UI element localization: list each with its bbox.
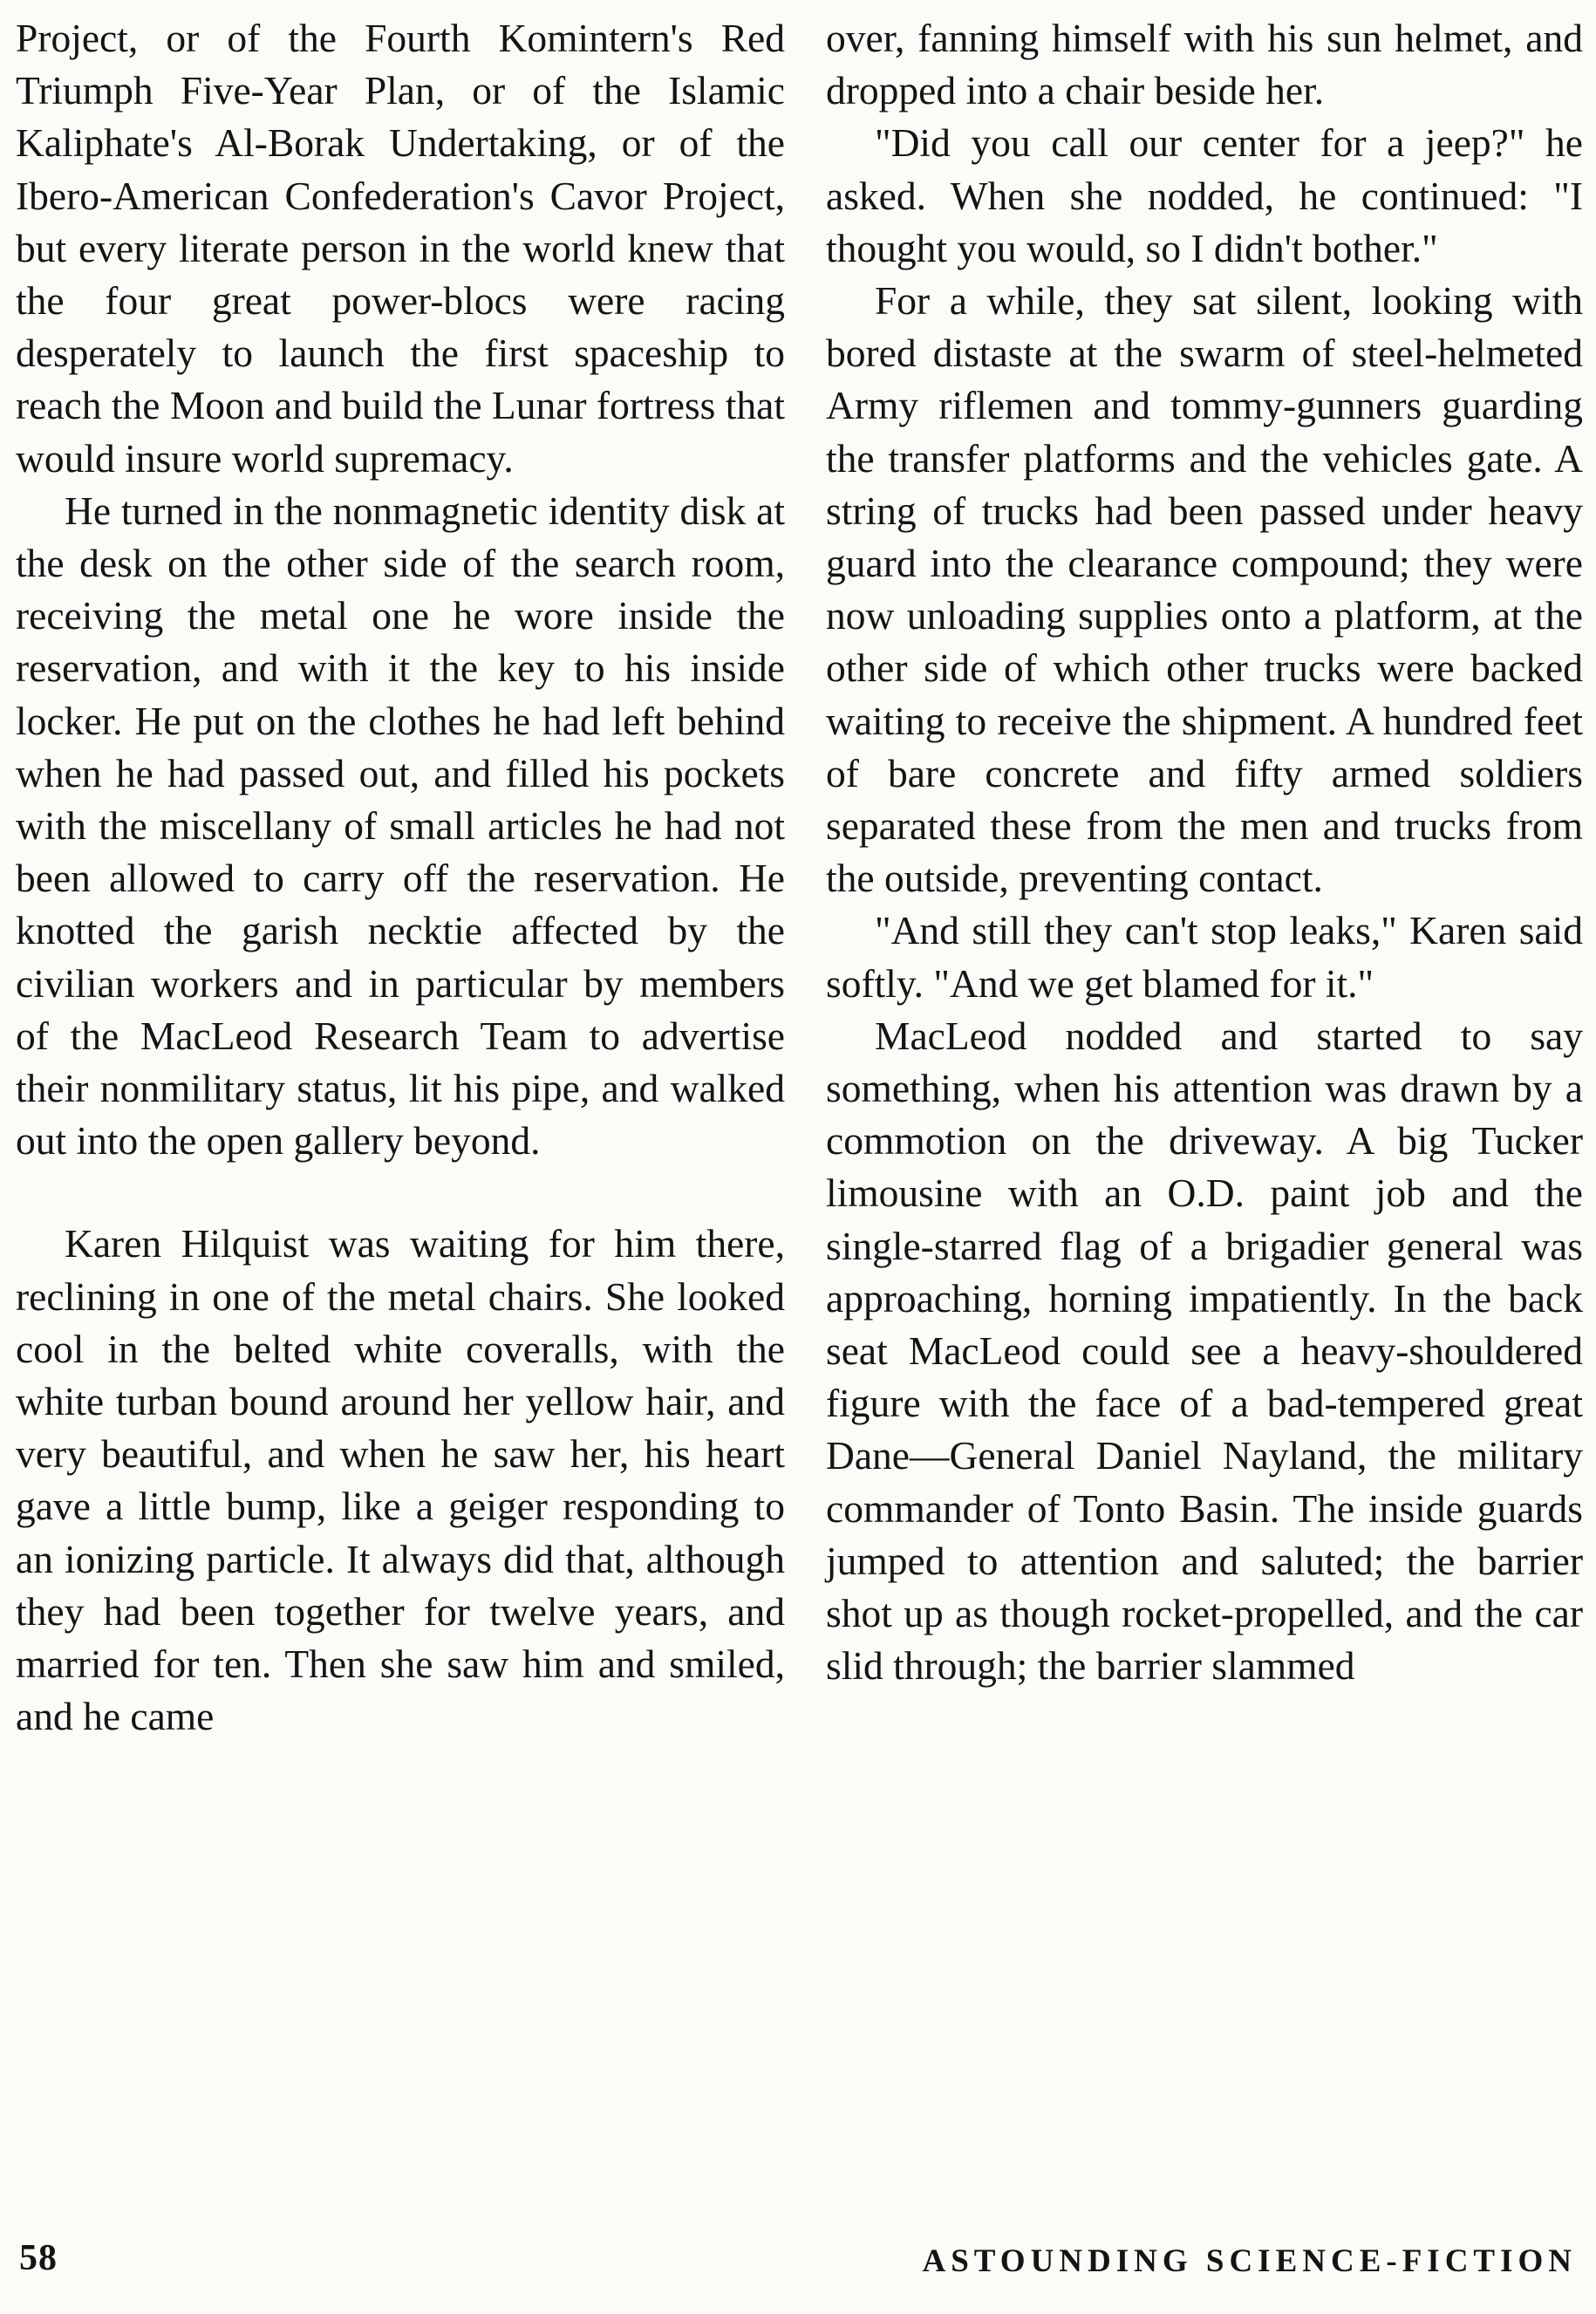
running-head: ASTOUNDING SCIENCE-FICTION — [922, 2243, 1577, 2279]
paragraph: Karen Hilquist was waiting for him there, reclining in one of the metal chairs. She looked cool in the belted white coveralls, with the white turban bound around her yellow hair, and very beautiful, and when he saw her, his heart gave a little bump, like a geiger responding to an ionizing particle. It always did that, although they had been together for twelve years, and married for ten. Then she saw him and smiled, and he came — [16, 1221, 785, 1739]
right-column — [826, 12, 1583, 1693]
paragraph: Project, or of the Fourth Komintern's Red Triumph Five-Year Plan, or of the Islamic Kaliphate's Al-Borak Undertaking, or of the Ibero-American Confederation's Cavor Project, but every literate person in the world knew that the four great power-blocs were racing desperately to launch the first spaceship to reach the Moon and build the Lunar fortress that would insure world supremacy. — [16, 16, 785, 481]
paragraph: "And still they can't stop leaks," Karen said softly. "And we get blamed for it." — [826, 908, 1583, 1006]
section-break — [16, 1167, 785, 1218]
paragraph: For a while, they sat silent, looking with bored distaste at the swarm of steel-helmeted Army riflemen and tommy-gunners guarding the transfer platforms and the vehicles gate. A string of trucks had been passed under heavy guard into the clearance compound; they were now unloading supplies onto a platform, at the other side of which other trucks were backed waiting to receive the shipment. A hundred feet of bare concrete and fifty armed soldiers separated these from the men and trucks from the outside, preventing contact. — [826, 278, 1583, 901]
paragraph: over, fanning himself with his sun helmet, and dropped into a chair beside her. — [826, 16, 1583, 113]
paragraph: MacLeod nodded and started to say something, when his attention was drawn by a commotion on the driveway. A big Tucker limousine with an O.D. paint job and the single-starred flag of a brigadier general was approaching, horning impatiently. In the back seat MacLeod could see a heavy-shouldered figure with the face of a bad-tempered great Dane—General Daniel Nayland, the military commander of Tonto Basin. The inside guards jumped to attention and saluted; the barrier shot up as though rocket-propelled, and the car slid through; the barrier slammed — [826, 1013, 1583, 1689]
page-footer — [0, 2237, 1596, 2290]
paragraph: He turned in the nonmagnetic identity disk at the desk on the other side of the search room, receiving the metal one he wore inside the reservation, and with it the key to his inside locker. He put on the clothes he had left behind when he had passed out, and filled his pockets with the miscellany of small articles he had not been allowed to carry off the reservation. He knotted the garish necktie affected by the civilian workers and in particular by members of the MacLeod Research Team to advertise their nonmilitary status, lit his pipe, and walked out into the open gallery beyond. — [16, 488, 785, 1164]
paragraph: "Did you call our center for a jeep?" he asked. When she nodded, he continued: "I thought you would, so I didn't bother." — [826, 120, 1583, 270]
page-number: 58 — [19, 2238, 58, 2278]
left-column — [16, 12, 785, 1744]
